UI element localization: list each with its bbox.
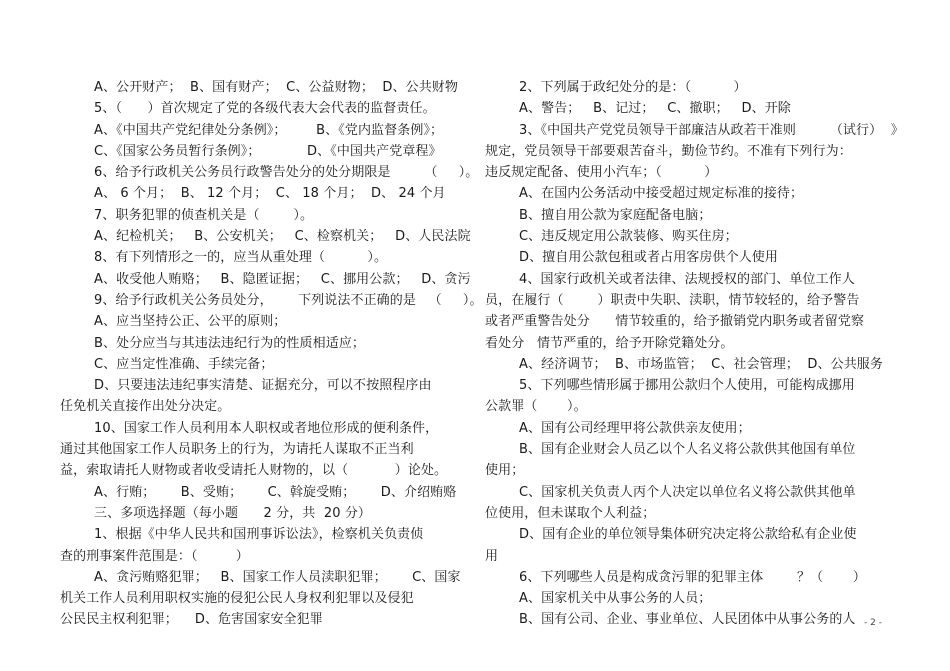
text-line: A、纪检机关； B、公安机关； C、检察机关； D、人民法院 [94,229,471,245]
text-line: 5、（ ）首次规定了党的各级代表大会代表的监督责任。 [94,101,436,117]
text-line: 公款罪（ ）。 [485,399,587,415]
text-line: 位使用，但未谋取个人利益； [485,505,656,521]
text-line: 7、职务犯罪的侦查机关是（ ）。 [94,207,314,223]
text-line: C、《国家公务员暂行条例》； D、《中国共产党章程》 [94,143,442,159]
right-column [485,77,904,631]
text-line: 6、给予行政机关公务员行政警告处分的处分期限是 （ ）。 [94,165,479,181]
text-line: B、国有企业财会人员乙以个人名义将公款供其他国有单位 [519,442,856,458]
text-line: 机关工作人员利用职权实施的侵犯公民人身权利犯罪以及侵犯 [60,591,414,607]
text-line: A、《中国共产党纪律处分条例》； B、《党内监督条例》； [94,122,444,138]
text-line: 或者严重警告处分 情节较重的，给予撤销党内职务或者留党察 [485,314,865,330]
left-column [60,77,483,631]
text-line: A、国家机关中从事公务的人员； [519,591,712,607]
text-line: C、应当定性准确、手续完备； [94,356,274,372]
page-number: - 2 - [864,618,882,628]
text-line: C、违反规定用公款装修、购买住房； [519,229,738,245]
text-line: 8、有下列情形之一的，应当从重处理（ ）。 [94,250,388,266]
text-line: 9、给予行政机关公务员处分， 下列说法不正确的是 （ ）。 [94,292,483,308]
text-line: A、国有公司经理甲将公款供亲友使用； [519,420,751,436]
text-line: 任免机关直接作出处分决定。 [60,399,231,415]
text-line: 员，在履行（ ）职责中失职、渎职，情节较轻的，给予警告 [485,292,860,308]
text-line: B、擅自用公款为家庭配备电脑； [519,207,712,223]
text-line: 4、国家行政机关或者法律、法规授权的部门、单位工作人 [519,271,855,287]
text-line: A、收受他人贿赂； B、隐匿证据； C、挪用公款； D、贪污 [94,271,471,287]
text-line: A、经济调节； B、市场监管； C、社会管理； D、公共服务 [519,356,883,372]
text-line: 益，索取请托人财物或者收受请托人财物的，以（ ）论处。 [60,463,448,479]
text-line: A、在国内公务活动中接受超过规定标准的接待； [519,186,804,202]
text-line: 10、国家工作人员利用本人职权或者地位形成的便利条件， [94,420,439,436]
text-line: 三、多项选择题（每小题 2 分，共 20 分） [94,505,372,521]
text-line: 看处分 情节严重的，给予开除党籍处分。 [485,335,734,351]
text-line: 3、《中国共产党党员领导干部廉洁从政若干准则 （试行） 》 [519,122,904,138]
text-line: 使用； [485,463,525,479]
text-line: 通过其他国家工作人员职务上的行为，为请托人谋取不正当利 [60,442,414,458]
text-line: 查的刑事案件范围是：（ ） [60,548,249,564]
text-line: 5、下列哪些情形属于挪用公款归个人使用，可能构成挪用 [519,378,855,394]
text-line: B、国有公司、企业、事业单位、人民团体中从事公务的人 [519,612,856,628]
text-line: 违反规定配备、使用小汽车；（ ） [485,165,718,181]
text-line: A、公开财产； B、国有财产； C、公益财物； D、公共财物 [94,80,458,95]
text-line: D、只要违法违纪事实清楚、证据充分，可以不按照程序由 [94,378,432,394]
text-line: 公民民主权利犯罪； D、危害国家安全犯罪 [60,612,323,628]
text-line: A、行贿； B、受贿； C、斡旋受贿； D、介绍贿赂 [94,484,457,500]
text-line: A、贪污贿赂犯罪； B、国家工作人员渎职犯罪； C、国家 [94,569,461,585]
text-line: A、 6 个月； B、 12 个月； C、 18 个月； D、 24 个月 [94,186,446,202]
text-line: B、处分应当与其违法违纪行为的性质相适应； [94,335,366,351]
text-line: 2、下列属于政纪处分的是：（ ） [519,80,747,95]
text-line: A、警告； B、记过； C、撤职； D、开除 [519,101,791,117]
text-line: 规定，党员领导干部要艰苦奋斗，勤俭节约。不准有下列行为： [485,143,852,159]
text-line: A、应当坚持公正、公平的原则； [94,314,287,330]
text-line: D、国有企业的单位领导集体研究决定将公款给私有企业使 [519,527,857,543]
text-line: 6、下列哪些人员是构成贪污罪的犯罪主体 ？（ ） [519,569,866,585]
text-line: 用 [485,548,499,564]
text-line: D、擅自用公款包租或者占用客房供个人使用 [519,250,779,266]
text-line: 1、根据《中华人民共和国刑事诉讼法》，检察机关负责侦 [94,527,424,543]
text-line: C、国家机关负责人丙个人决定以单位名义将公款供其他单 [519,484,856,500]
